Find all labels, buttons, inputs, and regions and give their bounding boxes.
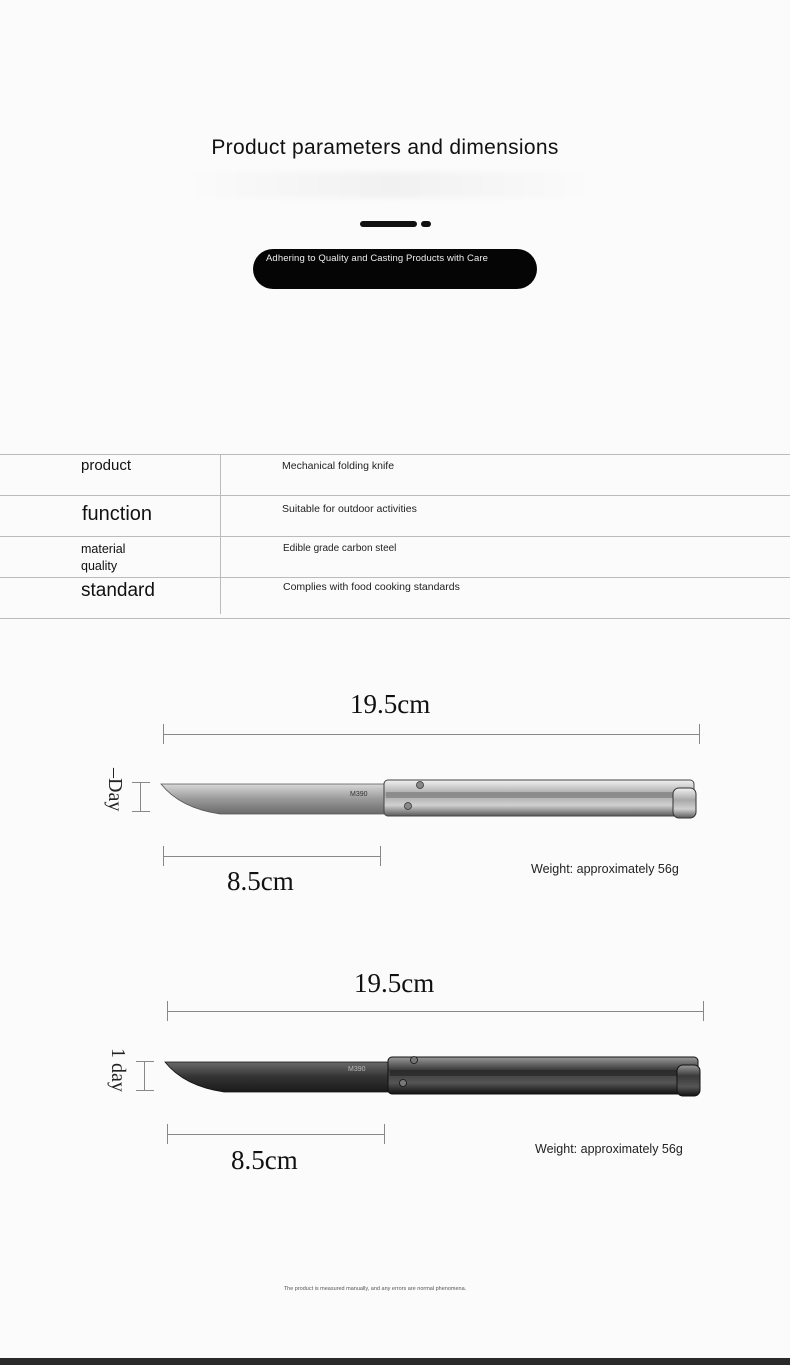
title-reflection	[185, 172, 595, 198]
spec-label: standard	[81, 580, 155, 601]
spec-label: function	[82, 503, 153, 525]
blade-length-line	[167, 1134, 385, 1135]
spec-row-material	[0, 536, 790, 577]
total-length-line	[163, 734, 700, 735]
blade-length-line	[163, 856, 381, 857]
spec-row-function	[0, 495, 790, 536]
dimension-tick	[136, 1061, 154, 1062]
dimension-tick	[132, 782, 150, 783]
page-title: Product parameters and dimensions	[211, 136, 559, 159]
tagline-text: Adhering to Quality and Casting Products with Care	[266, 253, 489, 264]
spec-row-product	[0, 454, 790, 495]
weight-label: Weight: approximately 56g	[531, 862, 679, 876]
tagline-pill	[253, 249, 537, 289]
spec-row-standard	[0, 577, 790, 619]
weight-label: Weight: approximately 56g	[535, 1142, 683, 1156]
thickness-label: –Day	[104, 768, 126, 812]
spec-value: Edible grade carbon steel	[283, 543, 397, 554]
thickness-label: 1 day	[107, 1048, 129, 1092]
spec-value: Complies with food cooking standards	[283, 581, 460, 593]
total-length-line	[167, 1011, 704, 1012]
dimension-tick	[167, 1124, 168, 1144]
knife-image-silver	[158, 772, 703, 824]
spec-value: Mechanical folding knife	[282, 460, 395, 472]
thickness-line	[144, 1061, 145, 1091]
knife-image-black	[162, 1050, 707, 1102]
dimension-tick	[703, 1001, 704, 1021]
thickness-line	[140, 782, 141, 812]
spec-table	[0, 454, 790, 619]
bottom-bar	[0, 1358, 790, 1365]
dimension-tick	[132, 811, 150, 812]
total-length-label: 19.5cm	[354, 968, 435, 998]
total-length-label: 19.5cm	[350, 689, 431, 719]
dimension-tick	[163, 724, 164, 744]
dimension-tick	[699, 724, 700, 744]
decorative-dash	[360, 221, 417, 227]
spec-label: material quality	[81, 542, 126, 573]
dimension-tick	[380, 846, 381, 866]
decorative-dot	[421, 221, 431, 227]
blade-mark: M390	[350, 791, 368, 798]
blade-length-label: 8.5cm	[231, 1145, 298, 1175]
dimension-tick	[163, 846, 164, 866]
spec-column-divider	[220, 454, 221, 614]
dimension-tick	[136, 1090, 154, 1091]
blade-mark: M390	[348, 1066, 366, 1073]
spec-value: Suitable for outdoor activities	[282, 503, 417, 515]
measurement-note: The product is measured manually, and any errors are normal phenomena.	[283, 1286, 467, 1292]
spec-label: product	[81, 457, 132, 474]
dimension-tick	[167, 1001, 168, 1021]
dimension-tick	[384, 1124, 385, 1144]
blade-length-label: 8.5cm	[227, 866, 294, 896]
